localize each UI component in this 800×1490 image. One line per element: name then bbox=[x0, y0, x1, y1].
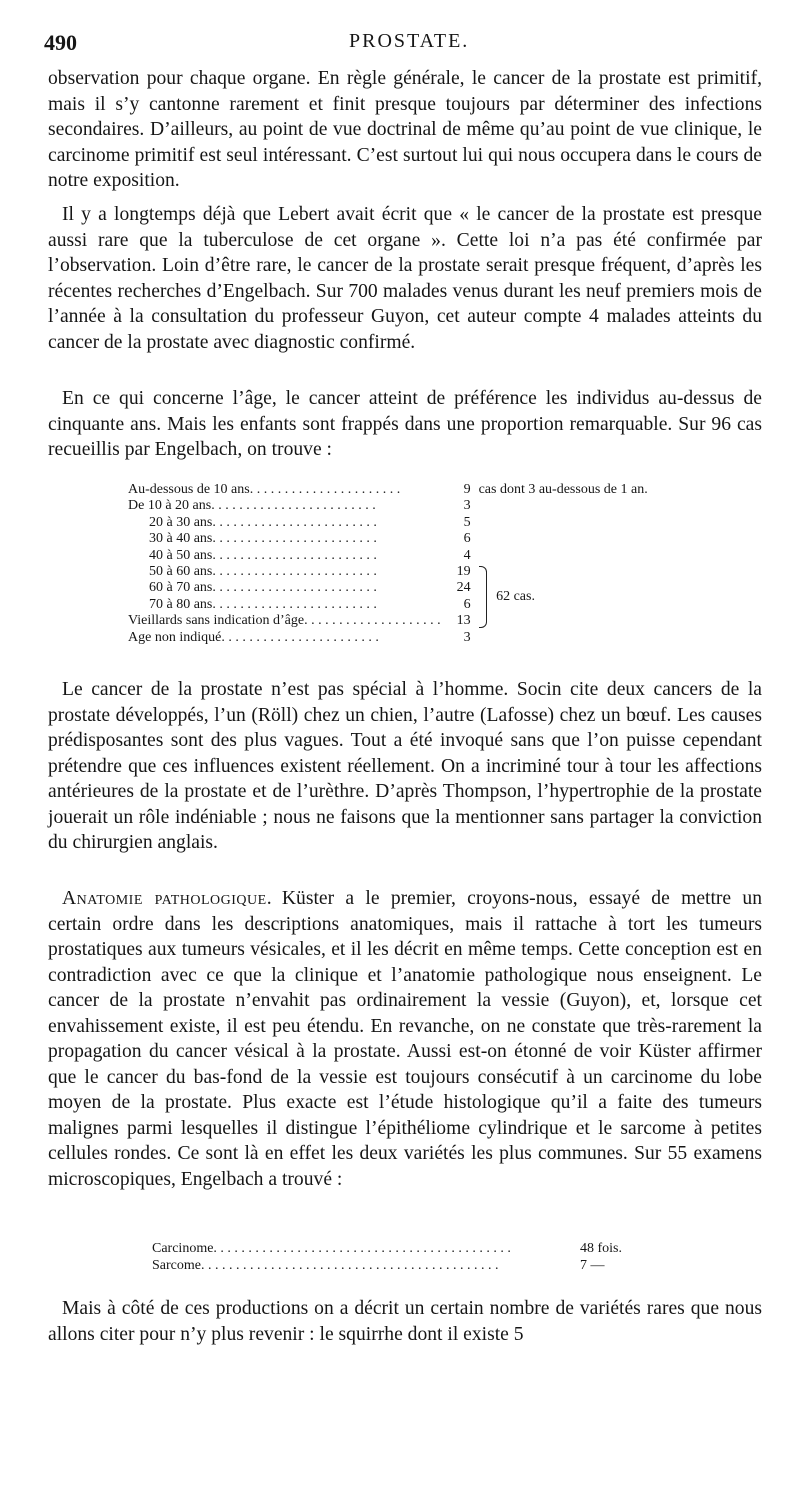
case-count: 9 bbox=[463, 482, 471, 497]
section-heading: Anatomie pathologique. bbox=[62, 888, 273, 909]
table-row bbox=[128, 498, 739, 514]
table-row bbox=[128, 548, 739, 564]
paragraph-text: Mais à côté de ces productions on a décrit un certain nombre de variétés rares que nous allons citer pour n’y plus revenir : le squirrhe dont il existe 5 bbox=[48, 1298, 762, 1345]
case-count: 5 bbox=[463, 514, 471, 530]
age-range-label: 30 à 40 ans. . . . . . . . . . . . . . . . . . . . . . . . bbox=[149, 531, 377, 547]
age-range-label: 70 à 80 ans. . . . . . . . . . . . . . . . . . . . . . . . bbox=[149, 596, 377, 612]
case-count: 19 bbox=[456, 564, 471, 580]
table-row bbox=[152, 1240, 652, 1257]
case-count: 3 bbox=[463, 498, 471, 514]
tumor-count: 7 — bbox=[580, 1258, 605, 1273]
tumor-type-label: Carcinome. . . . . . . . . . . . . . . . . . . . . . . . . . . . . . . . . . . . . . . . . . . bbox=[152, 1241, 511, 1256]
case-count: 3 bbox=[463, 629, 471, 645]
age-distribution-table bbox=[128, 482, 739, 646]
table-row bbox=[128, 515, 739, 531]
paragraph-anatomy bbox=[48, 886, 762, 1192]
case-count: 24 bbox=[456, 580, 471, 596]
paragraph-varieties bbox=[48, 1296, 762, 1347]
paragraph-continuation bbox=[48, 66, 762, 194]
table-row bbox=[128, 531, 739, 547]
age-range-label: Age non indiqué. . . . . . . . . . . . . . . . . . . . . . . bbox=[128, 629, 379, 645]
page-header bbox=[44, 30, 760, 60]
age-range-label: De 10 à 20 ans. . . . . . . . . . . . . . . . . . . . . . . . bbox=[128, 498, 376, 514]
table-row bbox=[152, 1257, 652, 1274]
age-range-label: Vieillards sans indication d’âge. . . . . . . . . . . . . . . . . . . . bbox=[128, 613, 441, 629]
paragraph-text: Le cancer de la prostate n’est pas spécial à l’homme. Socin cite deux cancers de la prostate développés, l’un (Röll) chez un chien, l’autre (Lafosse) chez un bœuf. Les causes prédisposantes sont des plus vagues. Tout a été invoqué sans que l’on puisse cependant prétendre que ces influences existent réellement. On a incriminé tour à tour les affections antérieures de la prostate et de l’urèthre. D’après Thompson, l’hypertrophie de la prostate jouerait un rôle indéniable ; nous ne faisons que la mentionner sans partager la conviction du chirurgien anglais. bbox=[48, 679, 762, 853]
age-range-label: 60 à 70 ans. . . . . . . . . . . . . . . . . . . . . . . . bbox=[149, 580, 377, 596]
paragraph-causes bbox=[48, 677, 762, 856]
age-range-label: 40 à 50 ans. . . . . . . . . . . . . . . . . . . . . . . . bbox=[149, 547, 377, 563]
age-range-label: Au-dessous de 10 ans. . . . . . . . . . . . . . . . . . . . . . bbox=[128, 482, 401, 497]
group-total: 62 cas. bbox=[496, 588, 535, 604]
tumor-type-label: Sarcome. . . . . . . . . . . . . . . . . . . . . . . . . . . . . . . . . . . . . . . . . . . bbox=[152, 1258, 499, 1273]
table-row bbox=[128, 482, 739, 498]
paragraph-text: Küster a le premier, croyons-nous, essayé de mettre un certain ordre dans les descriptions anatomiques, mais il rattache à tort les tumeurs prostatiques aux tumeurs vésicales, et il les décrit en même temps. Cette conception est en contradiction avec ce que la clinique et l’anatomie pathologique nous enseignent. Le cancer de la prostate n’envahit pas ordinairement la vessie (Guyon), et, lorsque cet envahissement existe, il est peu étendu. En revanche, on ne constate que très-rarement la propagation du cancer vésical à la prostate. Aussi est-on étonné de voir Küster affirmer que le cancer du bas-fond de la vessie est toujours consécutif à un carcinome du lobe moyen de la prostate. Plus exacte est l’étude histologique qu’il a faite des tumeurs malignes parmi lesquelles il distingue l’épithéliome cylindrique et le sarcome à petites cellules rondes. Ce sont là en effet les deux variétés les plus communes. Sur 55 examens microscopiques, Engelbach a trouvé : bbox=[48, 888, 762, 1190]
paragraph-text: En ce qui concerne l’âge, le cancer atteint de préférence les individus au-dessus de cinquante ans. Mais les enfants sont frappés dans une proportion remarquable. Sur 96 cas recueillis par Engelbach, on trouve : bbox=[48, 388, 762, 460]
brace-icon bbox=[479, 566, 487, 628]
paragraph-text: Il y a longtemps déjà que Lebert avait écrit que « le cancer de la prostate est presque aussi rare que la tuberculose de cet organe ». Cette loi n’a pas été confirmée par l’observation. Loin d’être rare, le cancer de la prostate serait presque fréquent, d’après les récentes recherches d’Engelbach. Sur 700 malades venus durant les neuf premiers mois de l’année à la consultation du professeur Guyon, cet auteur compte 4 malades atteints du cancer de la prostate avec diagnostic confirmé. bbox=[48, 204, 762, 353]
paragraph-text: observation pour chaque organe. En règle générale, le cancer de la prostate est primitif, mais il s’y cantonne rarement et finit presque toujours par déterminer des infections secondaires. D’ailleurs, au point de vue doctrinal de même qu’au point de vue clinique, le carcinome primitif est seul intéressant. C’est surtout lui qui nous occupera dans le cours de notre exposition. bbox=[48, 68, 762, 191]
page-number: 490 bbox=[44, 30, 77, 55]
tumor-count: 48 fois. bbox=[580, 1241, 622, 1256]
case-count: 4 bbox=[463, 547, 471, 563]
table-row bbox=[128, 630, 739, 646]
case-count: 6 bbox=[463, 531, 471, 547]
paragraph-lebert bbox=[48, 202, 762, 355]
case-note: cas dont 3 au-dessous de 1 an. bbox=[478, 482, 648, 497]
age-group-summary bbox=[479, 564, 739, 630]
table-row bbox=[128, 564, 739, 580]
running-title: PROSTATE. bbox=[349, 30, 470, 52]
case-count: 13 bbox=[456, 613, 471, 629]
case-count: 6 bbox=[463, 596, 471, 612]
paragraph-age bbox=[48, 386, 762, 463]
microscopy-results-table bbox=[152, 1240, 652, 1274]
age-range-label: 20 à 30 ans. . . . . . . . . . . . . . . . . . . . . . . . bbox=[149, 514, 377, 530]
age-range-label: 50 à 60 ans. . . . . . . . . . . . . . . . . . . . . . . . bbox=[149, 564, 377, 580]
